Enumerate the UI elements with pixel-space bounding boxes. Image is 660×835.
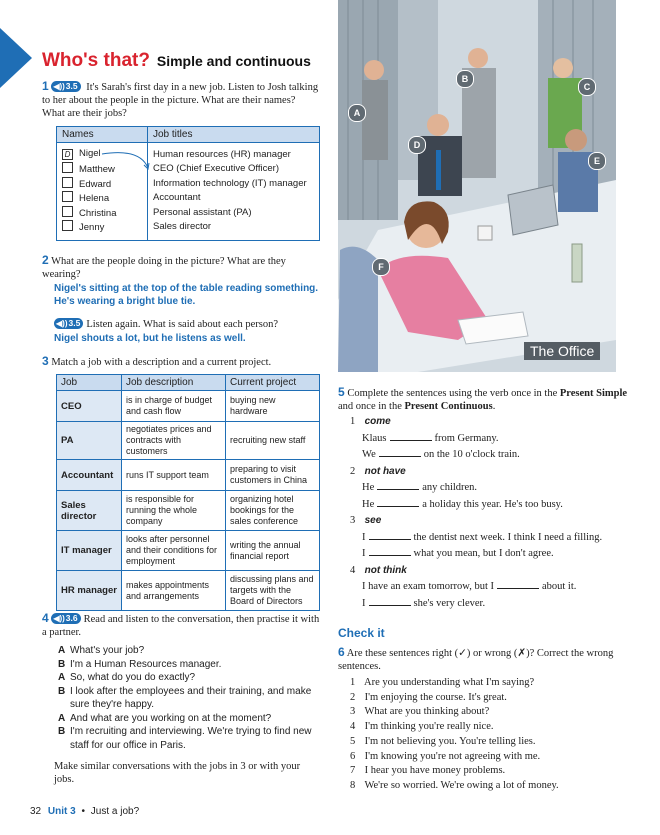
blank[interactable] <box>369 531 411 540</box>
exercise-2: 2 What are the people doing in the picture? What are they wearing? Nigel's sitting at the top of the table reading something. He's wearing a bright blue tie. ◀))3.5 Listen again. What is said about each person? Nigel shouts a lot, but he listens as well. <box>42 254 322 345</box>
unit-label: Unit 3 <box>47 806 76 817</box>
check-it-heading: Check it <box>338 626 385 640</box>
answer-box[interactable] <box>62 177 73 188</box>
blank[interactable] <box>369 547 411 556</box>
example-connector-line <box>100 148 152 174</box>
office-illustration <box>338 0 616 372</box>
label-e: E <box>588 152 606 170</box>
answer-box[interactable]: D <box>62 149 73 160</box>
office-scene <box>338 0 616 372</box>
ex2-example2: Nigel shouts a lot, but he listens as well. <box>54 333 246 344</box>
answer-box[interactable] <box>62 220 73 231</box>
audio-track-3-6[interactable]: ◀))3.6 <box>51 613 80 624</box>
dialogue: A What's your job? B I'm a Human Resources manager. A So, what do you do exactly? B I look after the employees and their training, and make sure they're happy. A And what are you working on at the moment? B I'm recruiting and interviewing. We're trying to find new staff for our office in Paris. <box>58 645 312 751</box>
exercise-5: 5 Complete the sentences using the verb once in the Present Simple and once in the Present Continuous. <box>338 385 628 412</box>
page-title <box>42 50 311 72</box>
ex6-items: 1 Are you understanding what I'm saying? 2 I'm enjoying the course. It's great. 3 What are you thinking about? 4 I'm thinking you're really nice. 5 I'm not believing you. You're telling lies. 6 I'm knowing you're not agreeing with me. 7 I hear you have money problems. 8 We're so worried. We're owing a lot of money. <box>350 677 559 791</box>
answer-box[interactable] <box>62 206 73 217</box>
exercise-6: 6 Are these sentences right (✓) or wrong (✗)? Correct the wrong sentences. <box>338 645 614 672</box>
answer-box[interactable] <box>62 191 73 202</box>
title-sub: Simple and continuous <box>156 53 311 69</box>
ex4-footer: Make similar conversations with the jobs in 3 or with your jobs. <box>54 761 301 785</box>
ex5-items: 1 come Klaus from Germany. We on the 10 o'clock train. 2 not have He any children. He a holiday this year. He's too busy. 3 see I the dentist next week. I think I need a filling. I what you mean, but I don't agree. 4 not think I have an exam tomorrow, but I about it. I she's very clever. <box>350 416 603 609</box>
exercise-3: 3 Match a job with a description and a current project. <box>42 354 272 368</box>
blank[interactable] <box>369 597 411 606</box>
answer-box[interactable] <box>62 162 73 173</box>
audio-track-3-5b[interactable]: ◀))3.5 <box>54 318 83 329</box>
title-main: Who's that? <box>42 50 150 71</box>
exercise-4: 4 ◀))3.6 Read and listen to the conversation, then practise it with a partner. A What's your job? B I'm a Human Resources manager. A So, what do you do exactly? B I look after the employees and their training, and make sure they're happy. A And what are you working on at the moment? B I'm recruiting and interviewing. We're trying to find new staff for our office in Paris. Make similar conversations with the jobs in 3 or with your jobs. <box>42 612 322 786</box>
blank[interactable] <box>390 432 432 441</box>
blank[interactable] <box>379 448 421 457</box>
label-b: B <box>456 70 474 88</box>
audio-track-3-5[interactable]: ◀))3.5 <box>51 81 80 92</box>
ex2-example: Nigel's sitting at the top of the table reading something. He's wearing a bright blue tie. <box>54 283 319 307</box>
label-c: C <box>578 78 596 96</box>
exercise-1: 1 ◀))3.5 It's Sarah's first day in a new job. Listen to Josh talking to her about the people in the picture. What are their names? What are their jobs? <box>42 79 319 119</box>
label-a: A <box>348 104 366 122</box>
blank[interactable] <box>377 481 419 490</box>
page-tab-arrow <box>0 28 32 88</box>
names-jobs-table: Names Job titles D Nigel Human resources (HR) manager Matthew CEO (Chief Executive Officer) Edward Information technology (IT) manager Helena Accountant Christina Personal assistant (PA) Jenny Sales director <box>56 126 320 241</box>
unit-title: Just a job? <box>90 806 140 817</box>
page-number: 32 <box>30 806 42 817</box>
label-d: D <box>408 136 426 154</box>
blank[interactable] <box>377 498 419 507</box>
job-match-table: Job Job description Current project CEO is in charge of budget and cash flow buying new hardware PA negotiates prices and contracts with customers recruiting new staff Accountant runs IT support team preparing to visit customers in China Sales director is responsible for running the whole company organizing hotel bookings for the sales conference IT manager looks after personnel and their conditions for employment writing the annual financial report HR manager makes appointments and arrangements discussing plans and targets with the Board of Directors <box>56 374 320 611</box>
page-footer: 32 Unit 3 • Just a job? <box>30 806 140 817</box>
blank[interactable] <box>497 580 539 589</box>
picture-caption: The Office <box>524 342 600 360</box>
label-f: F <box>372 258 390 276</box>
ex1-instructions: It's Sarah's first day in a new job. Listen to Josh talking to her about the people in the picture. What are their names? What are their jobs? <box>42 82 319 119</box>
